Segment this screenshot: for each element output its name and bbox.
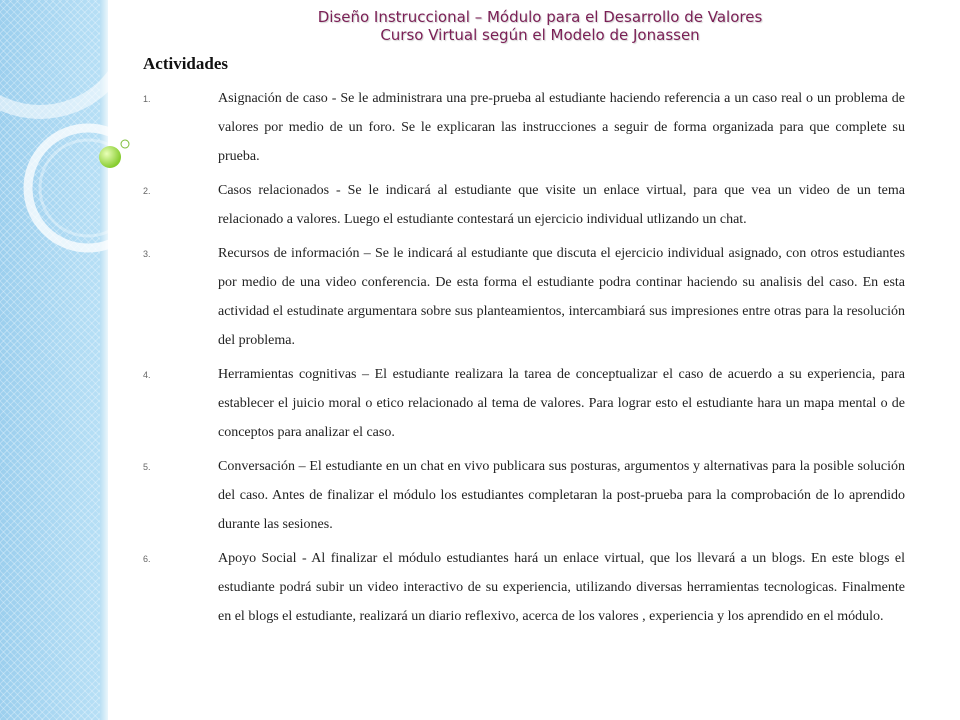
header-line-2: Curso Virtual según el Modelo de Jonassen: [380, 26, 700, 44]
list-item: [143, 360, 905, 447]
item-text: Apoyo Social - Al finalizar el módulo estudiantes hará un enlace virtual, que los llevará a un blogs. En este blogs el estudiante podrá subir un video interactivo de su experiencia, utilizando diversas herramientas tecnologicas. Finalmente en el blogs el estudiante, realizará un diario reflexivo, acerca de los valores , experiencia y los aprendido en el módulo.: [218, 551, 905, 624]
list-item: [143, 239, 905, 355]
activities-list: [143, 84, 905, 636]
slide-header: [140, 8, 940, 44]
decorative-circles: [0, 0, 160, 300]
list-item: [143, 452, 905, 539]
item-number: 3.: [143, 249, 151, 259]
item-number: 2.: [143, 186, 151, 196]
list-item: [143, 84, 905, 171]
item-number: 4.: [143, 370, 151, 380]
item-text: Asignación de caso - Se le administrara una pre-prueba al estudiante haciendo referencia a un caso real o un problema de valores por medio de un foro. Se le explicaran las instrucciones a seguir de forma organizada para que complete su prueba.: [218, 91, 905, 164]
item-text: Conversación – El estudiante en un chat en vivo publicara sus posturas, argumentos y alternativas para la posible solución del caso. Antes de finalizar el módulo los estudiantes completaran la post-prueba para la comprobación de lo aprendido durante las sesiones.: [218, 459, 905, 532]
small-ring-decoration: [121, 140, 129, 148]
list-item: [143, 544, 905, 631]
medium-ring-decoration: [28, 128, 148, 248]
list-item: [143, 176, 905, 234]
item-number: 6.: [143, 554, 151, 564]
item-text: Herramientas cognitivas – El estudiante realizara la tarea de conceptualizar el caso de acuerdo a su experiencia, para establecer el juicio moral o etico relacionado al tema de valores. Para lograr esto el estudiante hara un mapa mental o de conceptos para analizar el caso.: [218, 367, 905, 440]
header-line-1: Diseño Instruccional – Módulo para el Desarrollo de Valores: [317, 8, 763, 26]
green-ball-decoration: [99, 146, 121, 168]
item-text: Casos relacionados - Se le indicará al estudiante que visite un enlace virtual, para que vea un video de un tema relacionado a valores. Luego el estudiante contestará un ejercicio individual utlizando un chat.: [218, 183, 905, 227]
item-text: Recursos de información – Se le indicará al estudiante que discuta el ejercicio individual asignado, con otros estudiantes por medio de una video conferencia. De esta forma el estudiante podra continar haciendo su analisis del caso. En esta actividad el estudinate argumentara sobre sus planteamientos, intercambiará sus impresiones entre otras para la resolución del problema.: [218, 246, 905, 348]
item-number: 5.: [143, 462, 151, 472]
item-number: 1.: [143, 94, 151, 104]
large-ring-decoration: [0, 0, 132, 112]
section-title: Actividades: [143, 54, 228, 73]
